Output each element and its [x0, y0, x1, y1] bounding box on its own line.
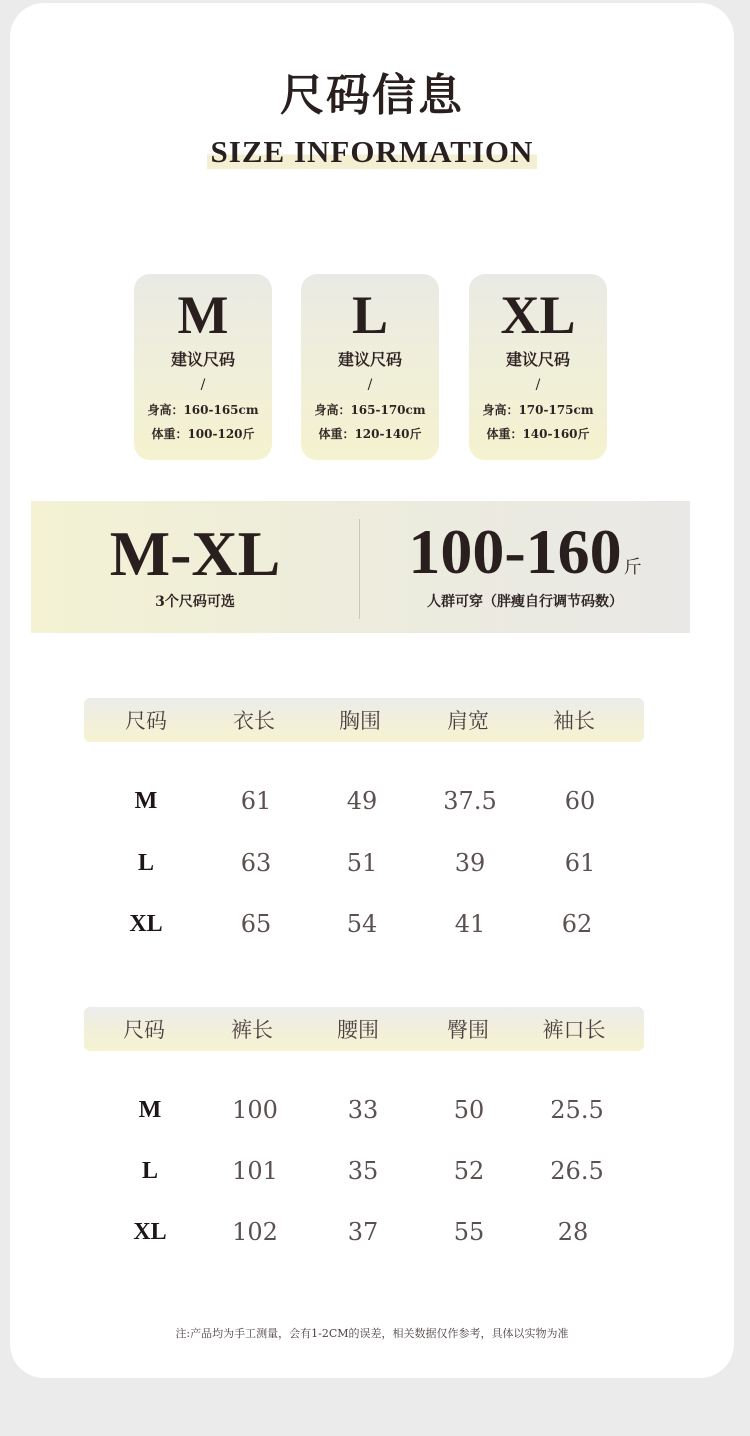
size-card-label: 建议尺码	[505, 350, 570, 369]
table-header-cell: 尺码	[123, 1018, 165, 1042]
table-cell: 63	[240, 849, 272, 877]
table-cell: M	[138, 1097, 162, 1123]
weight-range: 100-160	[408, 516, 622, 587]
table-header-cell: 袖长	[553, 709, 595, 733]
size-card-weight: 体重：100-120斤	[151, 427, 255, 441]
table-header-cell: 肩宽	[447, 709, 489, 733]
table-row	[84, 1095, 644, 1125]
size-range: M-XL	[109, 518, 281, 589]
page-title: 尺码信息	[280, 70, 464, 121]
size-card-group	[134, 274, 614, 460]
size-card-m	[134, 274, 272, 460]
size-card-xl	[469, 274, 607, 460]
table-cell: 37.5	[443, 787, 497, 815]
table-header-cell: 裤长	[231, 1018, 273, 1042]
table-cell: 39	[454, 849, 486, 877]
table-cell: 25.5	[550, 1096, 604, 1124]
size-card-height: 身高：165-170cm	[314, 403, 426, 417]
table-cell: 26.5	[550, 1157, 604, 1185]
size-card-label: 建议尺码	[337, 350, 402, 369]
table-row	[84, 909, 644, 939]
table-row	[84, 1156, 644, 1186]
table-header-cell: 胸围	[339, 709, 381, 733]
table-cell: 50	[453, 1096, 485, 1124]
table-cell: 51	[346, 849, 378, 877]
size-info-card	[10, 3, 734, 1378]
table-cell: L	[141, 1158, 158, 1184]
summary-banner	[31, 501, 690, 633]
table-cell: 28	[557, 1218, 589, 1246]
table-cell: 49	[346, 787, 378, 815]
table-header-cell: 臀围	[447, 1018, 489, 1042]
size-card-slash: /	[367, 377, 373, 393]
table-cell: 61	[240, 787, 272, 815]
size-card-weight: 体重：140-160斤	[486, 427, 590, 441]
table-cell: 60	[564, 787, 596, 815]
table-header-cell: 衣长	[233, 709, 275, 733]
size-card-size: L	[351, 285, 389, 345]
table-header	[84, 698, 644, 742]
table-row	[84, 1217, 644, 1247]
size-card-slash: /	[535, 377, 541, 393]
table-cell: L	[137, 850, 154, 876]
table-cell: 65	[240, 910, 272, 938]
table-header-cell: 尺码	[125, 709, 167, 733]
table-header-cell: 腰围	[337, 1018, 379, 1042]
table-cell: 54	[346, 910, 378, 938]
size-card-height: 身高：160-165cm	[147, 403, 259, 417]
size-card-weight: 体重：120-140斤	[318, 427, 422, 441]
size-card-height: 身高：170-175cm	[482, 403, 594, 417]
table-row	[84, 848, 644, 878]
table-cell: 61	[564, 849, 596, 877]
table-cell: 62	[561, 910, 593, 938]
weight-range-sub: 人群可穿（胖瘦自行调节码数）	[427, 594, 623, 610]
table-cell: 101	[232, 1157, 278, 1185]
table-cell: 100	[232, 1096, 278, 1124]
size-card-size: XL	[500, 285, 576, 345]
size-card-l	[301, 274, 439, 460]
table-row	[84, 786, 644, 816]
table-header	[84, 1007, 644, 1051]
table-cell: 37	[347, 1218, 379, 1246]
weight-range-line	[360, 516, 690, 601]
table-cell: 35	[347, 1157, 379, 1185]
table-header-cell: 裤口长	[542, 1018, 606, 1042]
table-cell: 102	[232, 1218, 278, 1246]
weight-unit: 斤	[623, 557, 642, 578]
page-subtitle: SIZE INFORMATION	[207, 135, 538, 169]
table-cell: 41	[454, 910, 486, 938]
table-cell: M	[134, 788, 158, 814]
size-card-slash: /	[200, 377, 206, 393]
table-cell: 55	[453, 1218, 485, 1246]
table-cell: 52	[453, 1157, 485, 1185]
size-card-size: M	[177, 285, 229, 345]
table-cell: XL	[129, 911, 163, 937]
table-cell: 33	[347, 1096, 379, 1124]
measurement-note: 注:产品均为手工测量，会有1-2CM的误差，相关数据仅作参考，具体以实物为准	[175, 1327, 569, 1340]
size-range-sub: 3个尺码可选	[155, 594, 235, 610]
page-subtitle-wrap	[10, 135, 734, 169]
table-cell: XL	[133, 1219, 167, 1245]
size-card-label: 建议尺码	[170, 350, 235, 369]
